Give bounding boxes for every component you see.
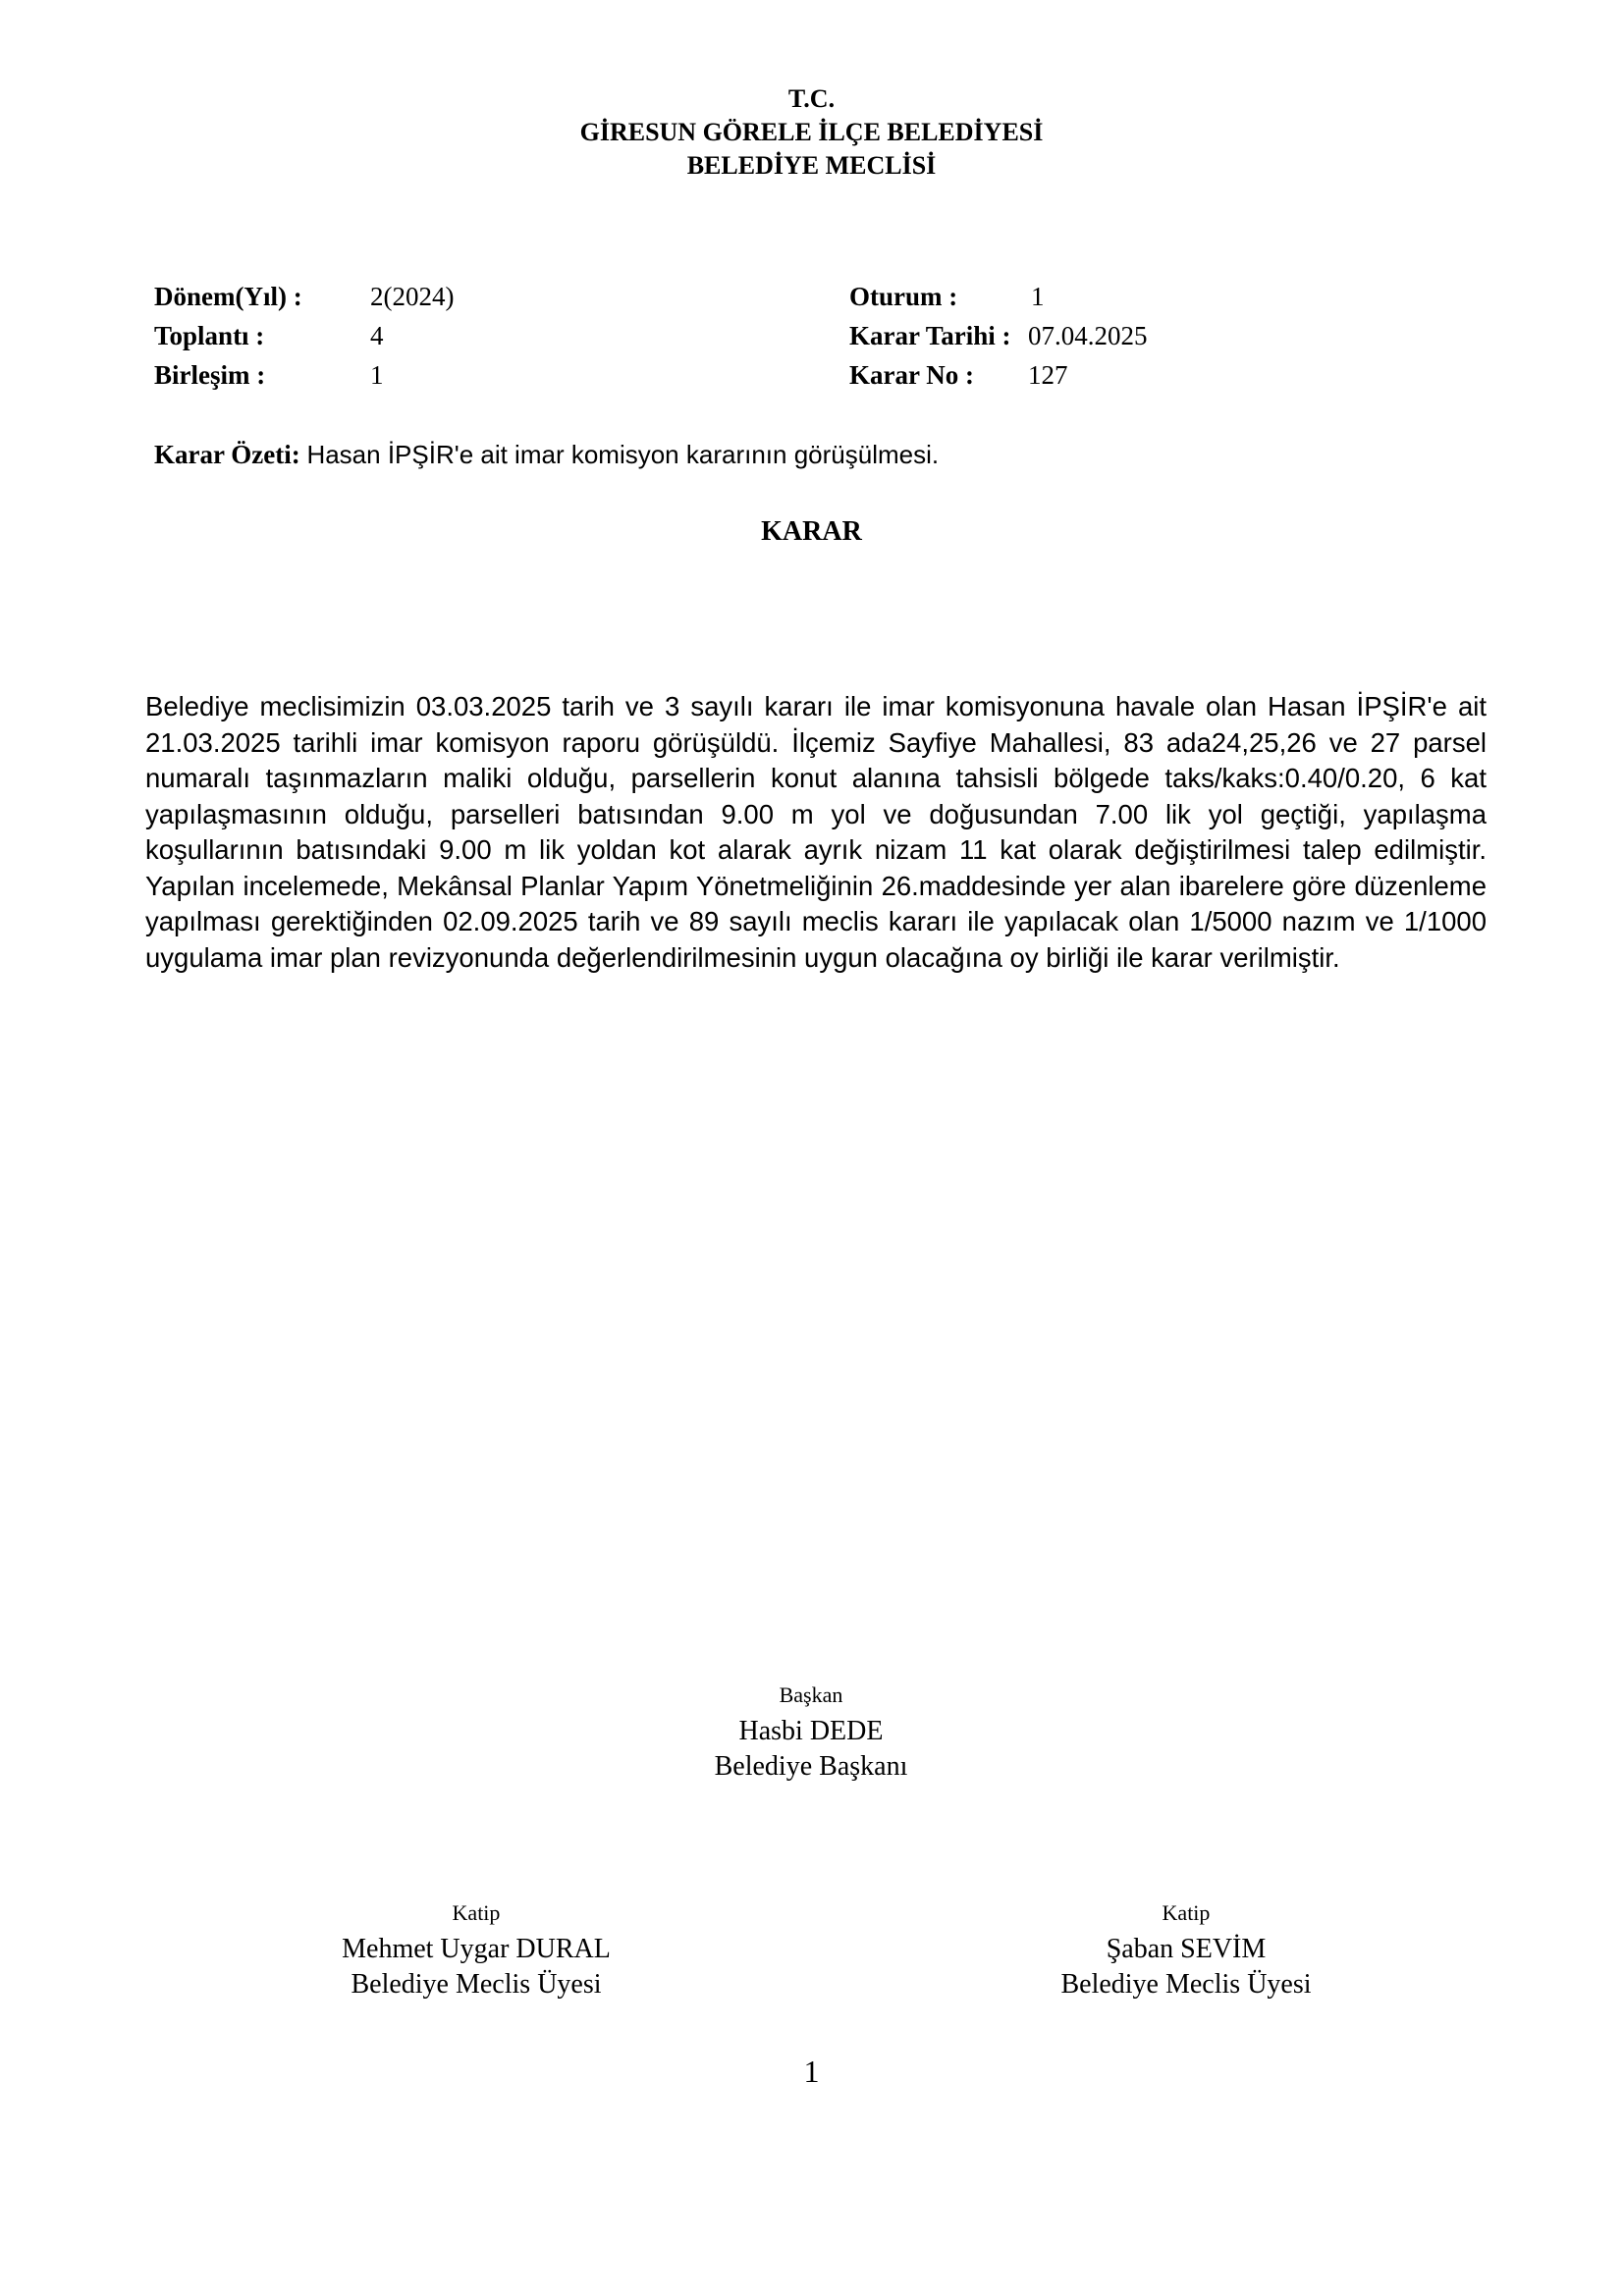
karar-no-label: Karar No : <box>849 360 974 390</box>
clerk-right-signature <box>941 1898 1432 2002</box>
header-municipality: GİRESUN GÖRELE İLÇE BELEDİYESİ <box>579 118 1044 146</box>
summary-text: Hasan İPŞİR'e ait imar komisyon kararının görüşülmesi. <box>306 440 940 469</box>
document-header <box>0 82 1623 183</box>
birlesim-label: Birleşim : <box>154 360 266 390</box>
toplanti-label: Toplantı : <box>154 321 265 350</box>
header-council: BELEDİYE MECLİSİ <box>686 151 937 180</box>
decision-title: KARAR <box>761 516 862 547</box>
donem-label: Dönem(Yıl) : <box>154 282 302 311</box>
decision-body: Belediye meclisimizin 03.03.2025 tarih ve 3 sayılı kararı ile imar komisyonuna havale olan Hasan İPŞİR'e ait 21.03.2025 tarihli imar komisyon raporu görüşüldü. İlçemiz Sayfiye Mahallesi, 83 ada24,25,26 ve 27 parsel numaralı taşınmazların maliki olduğu, parsellerin konut alanına tahsisli bölgede taks/kaks:0.40/0.20, 6 kat yapılaşmasının olduğu, parselleri batısından 9.00 m yol ve doğusundan 7.00 lik yol geçtiği, yapılaşma koşullarının batısındaki 9.00 m lik yoldan kot alarak ayrık nizam 11 kat olarak değiştirilmesi talep edilmiştir. Yapılan incelemede, Mekânsal Planlar Yapım Yönetmeliğinin 26.maddesinde yer alan ibarelere göre düzenleme yapılması gerektiğinden 02.09.2025 tarih ve 89 sayılı meclis kararı ile yapılacak olan 1/5000 nazım ve 1/1000 uygulama imar plan revizyonunda değerlendirilmesinin uygun olacağına oy birliği ile karar verilmiştir. <box>145 691 1487 973</box>
clerk-left-title: Belediye Meclis Üyesi <box>351 1969 602 2000</box>
meta-row-3 <box>154 355 1529 395</box>
header-tc: T.C. <box>787 84 836 113</box>
meeting-info <box>154 277 1529 395</box>
donem-value: 2(2024) <box>370 282 455 311</box>
clerk-left-role: Katip <box>452 1900 501 1925</box>
karar-tarihi-value: 07.04.2025 <box>1028 321 1148 350</box>
birlesim-value: 1 <box>370 360 384 390</box>
clerk-right-name: Şaban SEVİM <box>1106 1934 1267 1964</box>
karar-tarihi-label: Karar Tarihi : <box>849 321 1011 350</box>
meta-row-1 <box>154 277 1529 316</box>
summary-label: Karar Özeti: <box>154 440 300 469</box>
page-number: 1 <box>803 2054 820 2089</box>
karar-no-value: 127 <box>1028 360 1068 390</box>
chair-name: Hasbi DEDE <box>738 1716 884 1746</box>
chair-signature <box>566 1681 1056 1785</box>
chair-title: Belediye Başkanı <box>714 1751 908 1782</box>
clerk-left-signature <box>231 1898 722 2002</box>
toplanti-value: 4 <box>370 321 384 350</box>
meta-row-2 <box>154 316 1529 355</box>
clerk-right-title: Belediye Meclis Üyesi <box>1060 1969 1312 2000</box>
decision-summary <box>154 440 1529 470</box>
oturum-label: Oturum : <box>849 282 958 311</box>
oturum-value: 1 <box>1031 282 1045 311</box>
clerk-right-role: Katip <box>1162 1900 1211 1925</box>
chair-role: Başkan <box>779 1682 843 1707</box>
clerk-left-name: Mehmet Uygar DURAL <box>342 1934 611 1964</box>
